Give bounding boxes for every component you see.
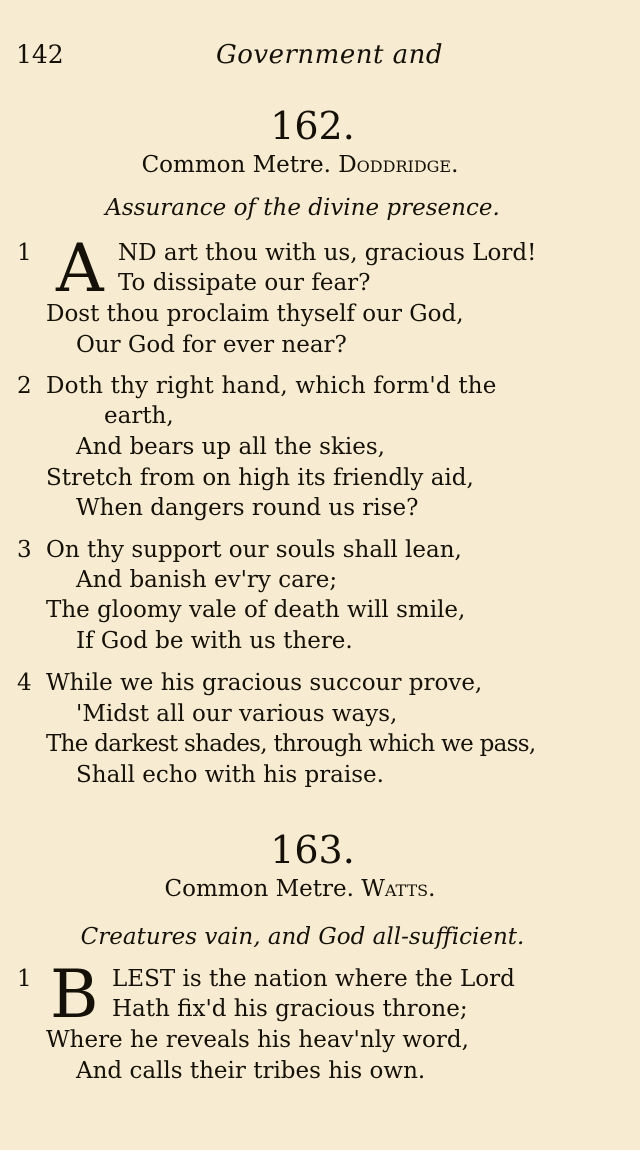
page-number: 142 xyxy=(16,40,64,69)
verse-line: To dissipate our fear? xyxy=(118,270,371,296)
hymn-metre-line xyxy=(0,152,600,178)
verse-number: 4 xyxy=(17,670,32,696)
verse-line: When dangers round us rise? xyxy=(76,495,419,521)
verse-line: If God be with us there. xyxy=(76,628,353,654)
metre-label: Common Metre. xyxy=(141,152,331,178)
hymn-subject: Creatures vain, and God all-sufficient. xyxy=(80,924,525,950)
hymn-author: Doddridge. xyxy=(338,152,459,178)
verse-line: While we his gracious succour prove, xyxy=(46,670,483,696)
verse-line: And calls their tribes his own. xyxy=(76,1058,426,1084)
verse-line: Hath fix'd his gracious throne; xyxy=(112,996,468,1022)
hymn-number: 162. xyxy=(270,104,355,148)
verse-line: And banish ev'ry care; xyxy=(76,567,338,593)
verse-number: 3 xyxy=(17,537,32,563)
verse-line: Dost thou proclaim thyself our God, xyxy=(46,301,464,327)
verse-line: Our God for ever near? xyxy=(76,332,347,358)
page-header xyxy=(16,40,616,74)
verse-line: 'Midst all our various ways, xyxy=(76,701,398,727)
verse-number: 2 xyxy=(17,373,32,399)
drop-cap: B xyxy=(50,956,99,1033)
verse-line: The darkest shades, through which we pass, xyxy=(46,731,536,757)
verse-number: 1 xyxy=(17,240,32,266)
verse-line: On thy support our souls shall lean, xyxy=(46,537,462,563)
verse-line: Doth thy right hand, which form'd the xyxy=(46,373,497,399)
verse-line: LEST is the nation where the Lord xyxy=(112,966,515,992)
verse-line: The gloomy vale of death will smile, xyxy=(46,597,466,623)
verse-line: Shall echo with his praise. xyxy=(76,762,384,788)
hymn-metre-line xyxy=(0,876,600,902)
running-head: Government and xyxy=(216,40,444,70)
verse-line: And bears up all the skies, xyxy=(76,434,385,460)
verse-number: 1 xyxy=(17,966,32,992)
metre-label: Common Metre. xyxy=(164,876,354,902)
hymn-author: Watts. xyxy=(361,876,436,902)
hymn-subject: Assurance of the divine presence. xyxy=(105,195,500,221)
drop-cap: A xyxy=(56,230,104,307)
verse-line: Stretch from on high its friendly aid, xyxy=(46,465,474,491)
verse-line: earth, xyxy=(104,403,174,429)
hymn-number: 163. xyxy=(270,828,355,872)
verse-line: Where he reveals his heav'nly word, xyxy=(46,1027,469,1053)
verse-line: ND art thou with us, gracious Lord! xyxy=(118,240,537,266)
